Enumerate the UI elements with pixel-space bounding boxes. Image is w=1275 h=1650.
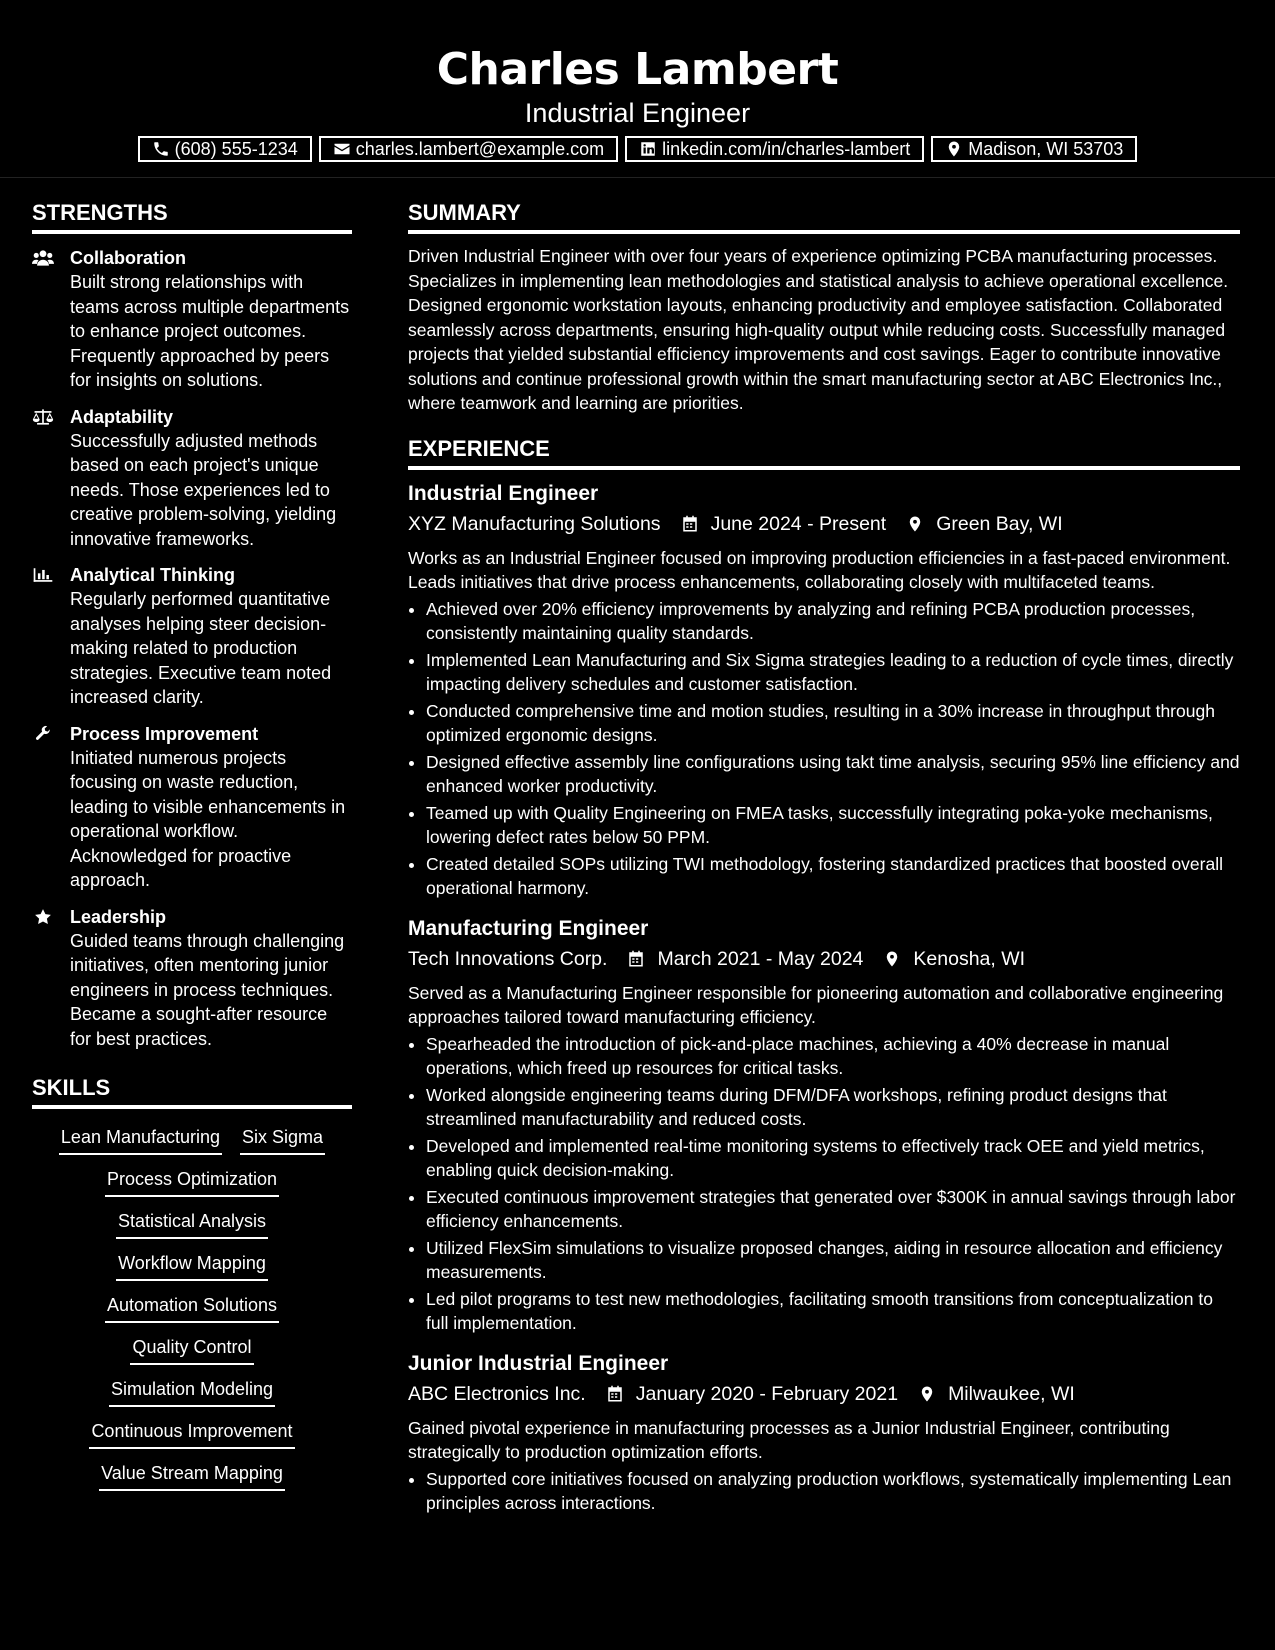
strength-item <box>32 722 352 893</box>
strength-title: Process Improvement <box>70 723 259 744</box>
contact-location-text: Madison, WI 53703 <box>968 139 1124 159</box>
job-company: ABC Electronics Inc. <box>408 1382 586 1405</box>
strength-title: Adaptability <box>70 406 174 427</box>
skill-tag: Automation Solutions <box>105 1293 279 1323</box>
left-column <box>32 178 352 1497</box>
job-location: Green Bay, WI <box>936 512 1063 535</box>
balance-scale-icon <box>32 408 54 426</box>
strength-desc: Regularly performed quantitative analyses helping steer decision-making related to production strategies. Executive team noted increased clarity. <box>70 589 332 707</box>
candidate-name: Charles Lambert <box>436 44 839 95</box>
strength-item <box>32 405 352 552</box>
job-description: Gained pivotal experience in manufacturing processes as a Junior Industrial Engineer, contributing strategically to production optimization efforts. <box>408 1417 1170 1462</box>
job-entry <box>408 480 1240 901</box>
job-title: Junior Industrial Engineer <box>408 1351 669 1375</box>
job-bullet: • Designed effective assembly line configurations using takt time analysis, securing 95% line efficiency and enhanced worker productivity. <box>426 750 1240 799</box>
job-title: Industrial Engineer <box>408 481 599 505</box>
job-bullet: • Achieved over 20% efficiency improvements by analyzing and refining PCBA production processes, consistently maintaining quality standards. <box>426 597 1240 646</box>
job-bullet: • Executed continuous improvement strategies that generated over $300K in annual savings through labor efficiency enhancements. <box>426 1185 1240 1234</box>
contact-email[interactable] <box>319 136 618 162</box>
star-icon <box>32 908 54 926</box>
skill-tag: Continuous Improvement <box>89 1419 294 1449</box>
contact-linkedin-text: linkedin.com/in/charles-lambert <box>662 139 911 159</box>
skill-tag: Workflow Mapping <box>116 1251 268 1281</box>
map-pin-icon <box>945 140 963 158</box>
job-company: XYZ Manufacturing Solutions <box>408 512 661 535</box>
job-entry <box>408 1350 1240 1516</box>
map-pin-icon <box>883 950 901 968</box>
experience-heading: EXPERIENCE <box>408 436 1240 470</box>
map-pin-icon <box>918 1385 936 1403</box>
job-bullet: • Utilized FlexSim simulations to visualize proposed changes, aiding in resource allocation and efficiency measurements. <box>426 1236 1240 1285</box>
job-location: Milwaukee, WI <box>948 1382 1075 1405</box>
job-bullets <box>408 1467 1240 1516</box>
job-dates: March 2021 - May 2024 <box>657 947 864 970</box>
wrench-icon <box>32 725 54 743</box>
users-icon <box>32 249 54 267</box>
strength-title: Collaboration <box>70 248 186 268</box>
job-meta <box>408 945 1240 973</box>
contact-bar <box>0 136 1275 162</box>
skill-tag: Six Sigma <box>240 1125 325 1155</box>
job-bullet: • Worked alongside engineering teams during DFM/DFA workshops, refining product designs that streamlined manufacturability and reduced costs. <box>426 1083 1240 1132</box>
skill-tag: Statistical Analysis <box>116 1209 268 1239</box>
skill-tag: Lean Manufacturing <box>59 1125 222 1155</box>
job-description: Works as an Industrial Engineer focused on improving production efficiencies in a fast-paced environment. Leads initiatives that drive process enhancements, collaborating closely with multifaceted teams. <box>408 547 1231 592</box>
strength-desc: Successfully adjusted methods based on each project's unique needs. Those experiences led to creative problem-solving, yielding innovative frameworks. <box>70 430 337 549</box>
strength-item <box>32 563 352 710</box>
job-bullets <box>408 1032 1240 1336</box>
job-bullet: • Created detailed SOPs utilizing TWI methodology, fostering standardized practices that boosted overall operational harmony. <box>426 852 1240 901</box>
job-bullet: • Developed and implemented real-time monitoring systems to effectively track OEE and yield metrics, enabling quick decision-making. <box>426 1134 1240 1183</box>
job-description: Served as a Manufacturing Engineer responsible for pioneering automation and collaborative engineering approaches tailored toward manufacturing efficiency. <box>408 982 1224 1027</box>
job-bullet: • Supported core initiatives focused on analyzing production workflows, systematically implementing Lean principles across interactions. <box>426 1467 1240 1516</box>
job-location: Kenosha, WI <box>913 947 1026 970</box>
job-meta <box>408 510 1240 538</box>
job-entry <box>408 915 1240 1336</box>
candidate-role: Industrial Engineer <box>524 98 751 128</box>
skills-list <box>32 1119 352 1497</box>
resume-header <box>0 0 1275 178</box>
calendar-icon <box>627 950 645 968</box>
strengths-heading: STRENGTHS <box>32 200 352 234</box>
job-bullet: • Led pilot programs to test new methodologies, facilitating smooth transitions from conceptualization to full implementation. <box>426 1287 1240 1336</box>
job-bullet: • Teamed up with Quality Engineering on FMEA tasks, successfully integrating poka-yoke mechanisms, lowering defect rates below 50 PPM. <box>426 801 1240 850</box>
strength-desc: Initiated numerous projects focusing on waste reduction, leading to visible enhancements in operational workflow. Acknowledged for proactive approach. <box>70 747 346 890</box>
phone-icon <box>152 140 170 158</box>
skill-tag: Quality Control <box>130 1335 253 1365</box>
contact-email-text: charles.lambert@example.com <box>355 139 605 159</box>
map-pin-icon <box>906 515 924 533</box>
job-bullet: • Conducted comprehensive time and motion studies, resulting in a 30% increase in throughput through optimized ergonomic designs. <box>426 699 1240 748</box>
strength-item <box>32 246 352 393</box>
calendar-icon <box>681 515 699 533</box>
bar-chart-icon <box>32 566 54 584</box>
strength-item <box>32 905 352 1052</box>
calendar-icon <box>606 1385 624 1403</box>
contact-location[interactable] <box>931 136 1137 162</box>
contact-phone[interactable] <box>138 136 312 162</box>
strength-desc: Built strong relationships with teams across multiple departments to enhance project outcomes. Frequently approached by peers for insights on solutions. <box>70 272 350 390</box>
job-bullets <box>408 597 1240 901</box>
summary-text: Driven Industrial Engineer with over four years of experience optimizing PCBA manufacturing processes. Specializes in implementing lean methodologies and statistical analysis to achieve operational excellence. Designed ergonomic workstation layouts, enhancing productivity and employee satisfaction. Collaborated seamlessly across departments, ensuring high-quality output while reducing costs. Successfully managed projects that yielded substantial efficiency improvements and cost savings. Eager to contribute innovative solutions and continue professional growth within the smart manufacturing sector at ABC Electronics Inc., where teamwork and learning are priorities. <box>408 246 1229 413</box>
job-bullet: • Spearheaded the introduction of pick-and-place machines, achieving a 40% decrease in manual operations, which freed up resources for critical tasks. <box>426 1032 1240 1081</box>
job-bullet: • Implemented Lean Manufacturing and Six Sigma strategies leading to a reduction of cycle times, directly impacting delivery schedules and customer satisfaction. <box>426 648 1240 697</box>
job-title: Manufacturing Engineer <box>408 916 649 940</box>
envelope-icon <box>333 140 351 158</box>
strength-desc: Guided teams through challenging initiatives, often mentoring junior engineers in process techniques. Became a sought-after resource for best practices. <box>70 930 345 1049</box>
skill-tag: Value Stream Mapping <box>99 1461 285 1491</box>
right-column <box>408 178 1240 1518</box>
job-dates: June 2024 - Present <box>710 512 887 535</box>
skills-heading: SKILLS <box>32 1075 352 1109</box>
summary-heading: SUMMARY <box>408 200 1240 234</box>
contact-linkedin[interactable] <box>625 136 924 162</box>
skill-tag: Simulation Modeling <box>109 1377 275 1407</box>
linkedin-icon <box>639 140 657 158</box>
strength-title: Analytical Thinking <box>70 565 236 585</box>
contact-phone-text: (608) 555-1234 <box>174 139 298 159</box>
skill-tag: Process Optimization <box>105 1167 279 1197</box>
strength-title: Leadership <box>70 906 167 927</box>
job-dates: January 2020 - February 2021 <box>635 1382 899 1405</box>
job-meta <box>408 1380 1240 1408</box>
job-company: Tech Innovations Corp. <box>408 947 608 970</box>
